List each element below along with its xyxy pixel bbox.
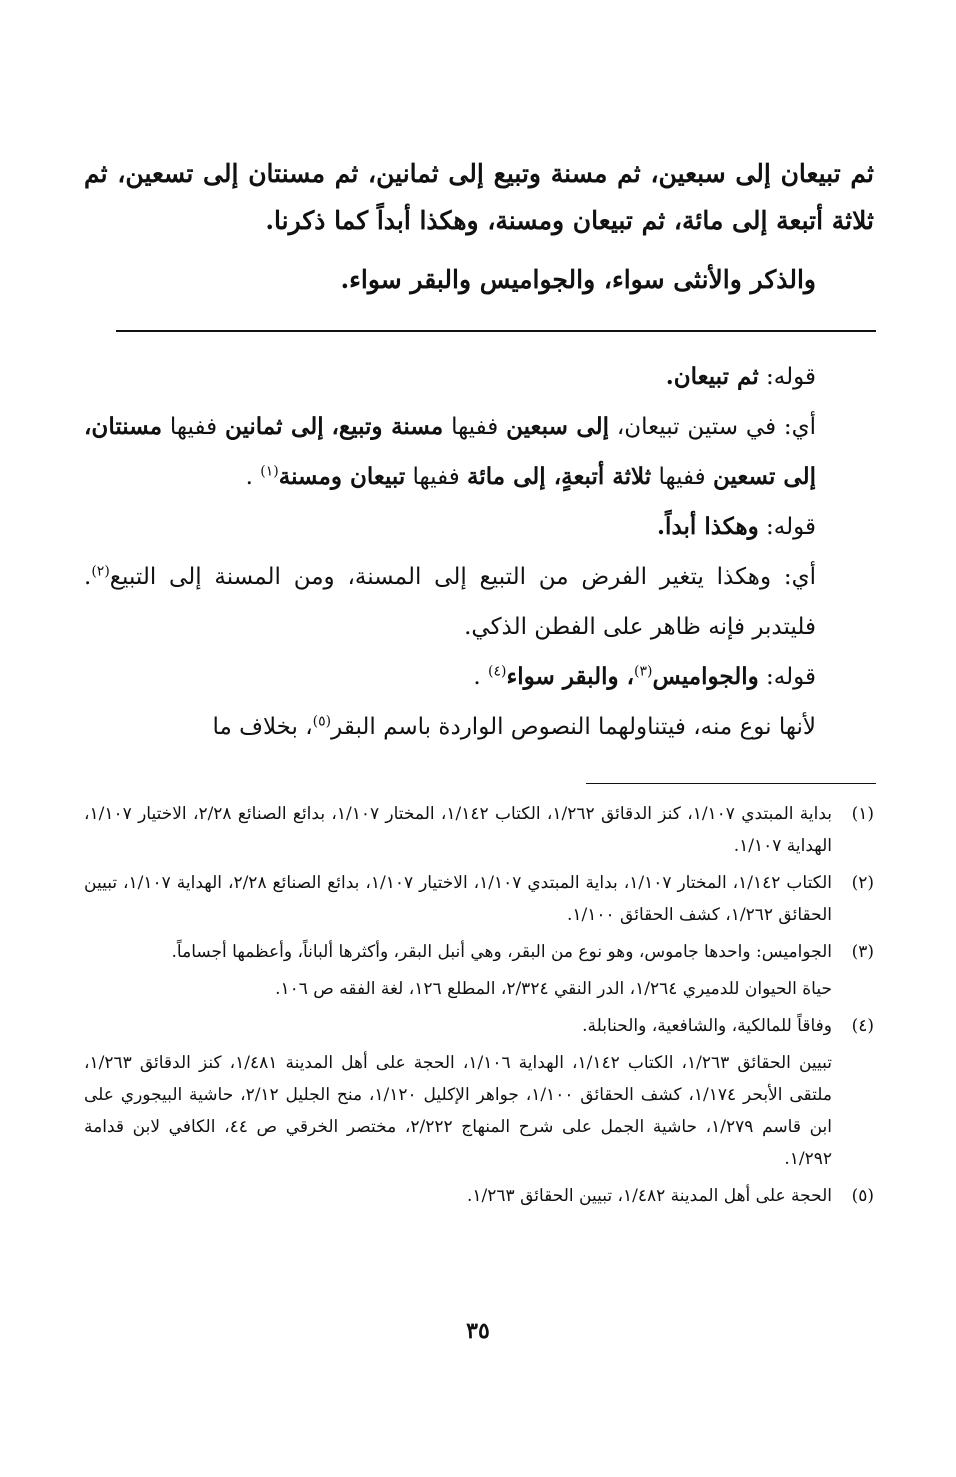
quote-3-label: قوله:	[766, 664, 816, 690]
explanation-2-part: أي: وهكذا يتغير الفرض من التبيع إلى المسنة، ومن المسنة إلى التبيع	[109, 564, 816, 590]
quote-3	[84, 652, 874, 702]
commentary	[84, 352, 874, 752]
quote-1	[84, 352, 874, 402]
footnote-number: (٥)	[851, 1186, 874, 1206]
explanation-1-bold: مسنة وتبيع،	[331, 413, 444, 440]
footnote-3	[84, 936, 874, 968]
main-text-line-2: والذكر والأنثى سواء، والجواميس والبقر سواء.	[340, 265, 816, 294]
explanation-1	[84, 402, 874, 502]
quote-3-text: ، والبقر سواء	[506, 663, 635, 690]
footnote-text: الحجة على أهل المدينة ١/٤٨٢، تبيين الحقائق ١/٢٦٣.	[467, 1186, 832, 1206]
footnote-4	[84, 1010, 874, 1042]
explanation-1-bold: تبيعان ومسنة	[278, 463, 406, 490]
footnote-text: الكتاب ١/١٤٢، المختار ١/١٠٧، بداية المبتدي ١/١٠٧، الاختيار ١/١٠٧، بدائع الصنائع ٢/٢٨، الهداية ١/١٠٧، تبيين الحقائق ١/٢٦٢، كشف الحقائق ١/١٠٠.	[84, 873, 832, 925]
explanation-1-bold: إلى ثمانين	[224, 413, 324, 440]
explanation-1-end: .	[245, 464, 253, 490]
explanation-3-part: لأنها نوع منه، فيتناولهما النصوص الواردة باسم البقر	[331, 714, 816, 740]
footnote-5	[84, 1180, 874, 1212]
footnote-1	[84, 798, 874, 862]
footnote-number: (٤)	[851, 1016, 874, 1036]
explanation-1-bold: ثلاثة أتبعةٍ، إلى مائة	[467, 463, 652, 490]
footnote-text: بداية المبتدي ١/١٠٧، كنز الدقائق ١/٢٦٢، الكتاب ١/١٤٢، المختار ١/١٠٧، بدائع الصنائع ٢/٢٨، الاختيار ١/١٠٧، الهداية ١/١٠٧.	[84, 804, 832, 856]
explanation-3-part: ، بخلاف ما	[212, 714, 313, 740]
footnotes	[84, 798, 874, 1217]
footnote-number: (٣)	[851, 942, 874, 962]
quote-2	[84, 502, 874, 552]
main-text	[84, 150, 874, 303]
main-text-line-1: ثم تبيعان إلى سبعين، ثم مسنة وتبيع إلى ثمانين، ثم مسنتان إلى تسعين، ثم ثلاثة أتبعة إلى مائة، ثم تبيعان ومسنة، وهكذا أبداً كما ذكرنا.	[84, 159, 874, 235]
explanation-1-part: ففيها	[451, 414, 499, 440]
explanation-1-part: ففيها	[658, 464, 706, 490]
footnote-ref-1[interactable]: (١)	[260, 463, 279, 480]
page-number: ٣٥	[466, 1318, 490, 1344]
footnote-text: وفاقاً للمالكية، والشافعية، والحنابلة.	[582, 1016, 832, 1036]
footnote-number: (١)	[851, 804, 874, 824]
footnote-number: (٢)	[851, 873, 874, 893]
quote-1-label: قوله:	[766, 364, 816, 390]
explanation-1-part: أي: في ستين تبيعان،	[616, 414, 817, 440]
quote-1-text: ثم تبيعان.	[665, 363, 759, 390]
quote-3-end: .	[473, 664, 481, 690]
footnote-4-sources: تبيين الحقائق ١/٢٦٣، الكتاب ١/١٤٢، الهداية ١/١٠٦، الحجة على أهل المدينة ١/٤٨١، كنز الدقائق ١/٢٦٣، ملتقى الأبحر ١/١٧٤، كشف الحقائق ١/١٠٠، جواهر الإكليل ١/١٢٠، منح الجليل ٢/١٢، حاشية البيجوري على ابن قاسم ١/٢٧٩، حاشية الجمل على شرح المنهاج ٢/٢٢٢، مختصر الخرقي ص ٤٤، الكافي لابن قدامة ١/٢٩٢.	[84, 1053, 833, 1169]
explanation-1-bold: إلى سبعين	[506, 413, 609, 440]
explanation-3	[84, 702, 874, 752]
footnote-ref-3[interactable]: (٣)	[634, 663, 653, 680]
quote-2-text: وهكذا أبداً.	[657, 513, 759, 540]
explanation-2-part: . فليتدبر فإنه ظاهر على الفطن الذكي.	[84, 564, 816, 640]
explanation-1-part: ففيها	[412, 464, 460, 490]
explanation-1-part: ففيها	[169, 414, 218, 440]
footnote-2	[84, 867, 874, 931]
quote-3-text: والجواميس	[652, 663, 759, 690]
footnote-ref-4[interactable]: (٤)	[487, 663, 507, 680]
main-divider	[116, 330, 876, 332]
footnote-3-sources: حياة الحيوان للدميري ١/٢٦٤، الدر النقي ٢/٣٢٤، المطلع ١٢٦، لغة الفقه ص ١٠٦.	[275, 979, 832, 999]
footnote-divider	[586, 783, 876, 784]
footnote-ref-2[interactable]: (٢)	[91, 563, 110, 580]
quote-2-label: قوله:	[766, 514, 816, 540]
explanation-1-bold: مسنتان، إلى تسعين	[84, 413, 816, 490]
explanation-2	[84, 552, 874, 652]
footnote-text: الجواميس: واحدها جاموس، وهو نوع من البقر، وهي أنبل البقر، وأكثرها ألباناً، وأعظمها أجساماً.	[171, 942, 832, 962]
footnote-ref-5[interactable]: (٥)	[312, 713, 332, 730]
